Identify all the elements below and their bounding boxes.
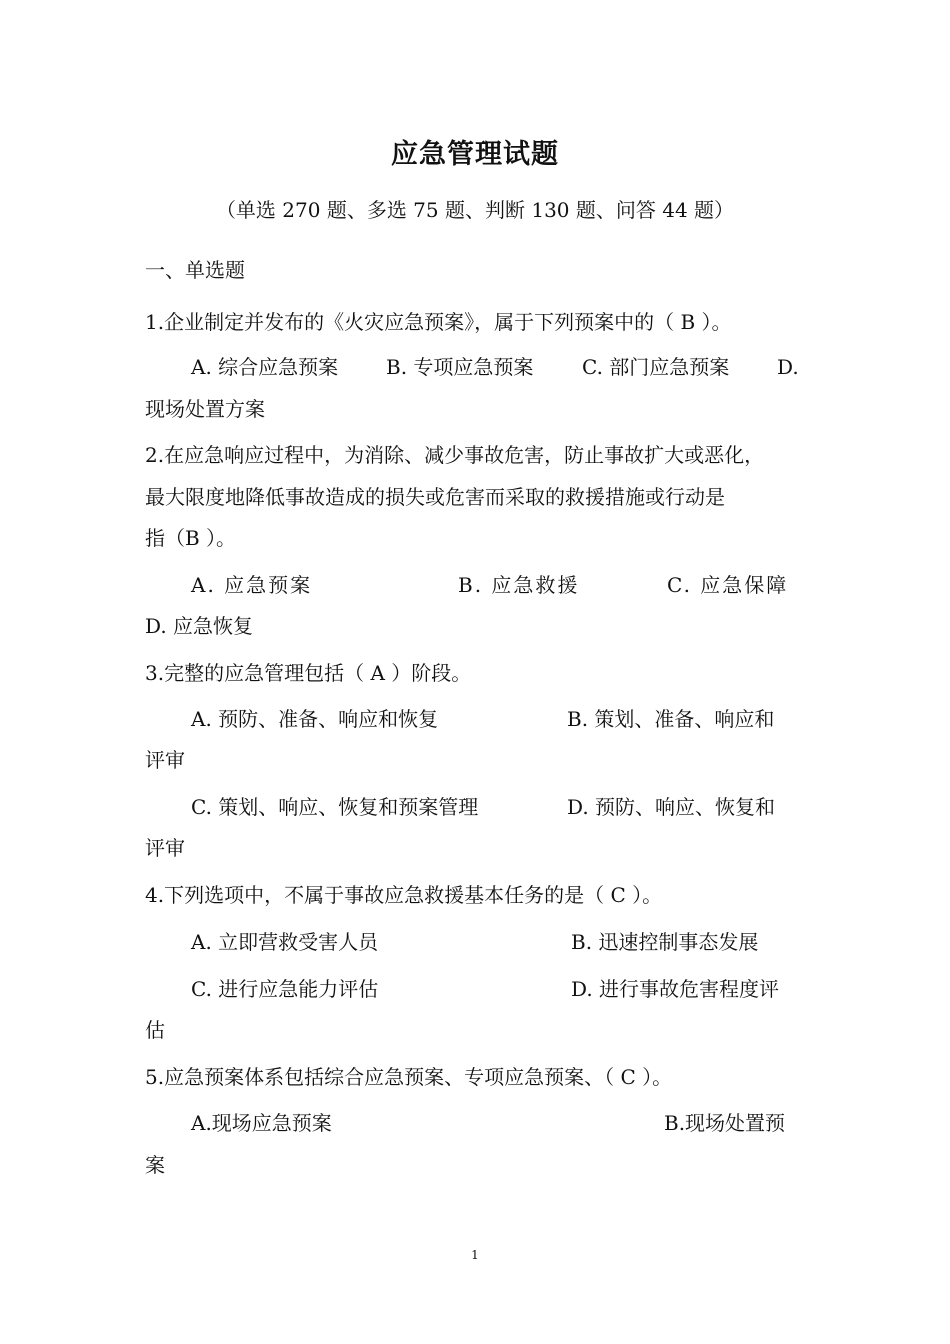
q1-option-a: A. 综合应急预案 <box>191 355 339 379</box>
q1-option-d: D. <box>777 355 799 379</box>
q4-option-d-wrap: 估 <box>145 1018 165 1042</box>
question-5-stem: 5.应急预案体系包括综合应急预案、专项应急预案、（ C ）。 <box>145 1065 673 1089</box>
q3-option-b-wrap: 评审 <box>145 748 185 772</box>
q5-option-b: B.现场处置预 <box>664 1111 786 1135</box>
section-heading: 一、单选题 <box>145 258 245 282</box>
q3-option-c: C. 策划、响应、恢复和预案管理 <box>191 795 479 819</box>
question-2-stem-line3: 指（B ）。 <box>145 526 237 550</box>
question-1-stem: 1.企业制定并发布的《火灾应急预案》，属于下列预案中的（ B ）。 <box>145 310 732 334</box>
q1-option-c: C. 部门应急预案 <box>582 355 730 379</box>
q5-option-b-wrap: 案 <box>145 1153 165 1177</box>
question-2-stem-line1: 2.在应急响应过程中，为消除、减少事故危害，防止事故扩大或恶化， <box>145 443 765 467</box>
q2-option-d: D. 应急恢复 <box>145 614 254 638</box>
q2-option-b: B. 应急救援 <box>458 573 580 597</box>
q3-option-a: A. 预防、准备、响应和恢复 <box>191 707 439 731</box>
question-3-stem: 3.完整的应急管理包括（ A ）阶段。 <box>145 661 472 685</box>
q1-option-b: B. 专项应急预案 <box>386 355 534 379</box>
q4-option-a: A. 立即营救受害人员 <box>191 930 379 954</box>
question-2-stem-line2: 最大限度地降低事故造成的损失或危害而采取的救援措施或行动是 <box>145 485 725 509</box>
q1-option-d-text: 现场处置方案 <box>145 397 265 421</box>
q4-option-b: B. 迅速控制事态发展 <box>571 930 759 954</box>
document-subtitle: （单选 270 题、多选 75 题、判断 130 题、问答 44 题） <box>215 198 735 222</box>
q5-option-a: A.现场应急预案 <box>191 1111 332 1135</box>
q3-option-d-wrap: 评审 <box>145 836 185 860</box>
q3-option-d: D. 预防、响应、恢复和 <box>567 795 776 819</box>
q2-option-c: C. 应急保障 <box>667 573 789 597</box>
q4-option-c: C. 进行应急能力评估 <box>191 977 379 1001</box>
document-title: 应急管理试题 <box>391 139 559 170</box>
q4-option-d: D. 进行事故危害程度评 <box>571 977 780 1001</box>
q3-option-b: B. 策划、准备、响应和 <box>567 707 775 731</box>
q2-option-a: A. 应急预案 <box>191 573 313 597</box>
question-4-stem: 4.下列选项中，不属于事故应急救援基本任务的是（ C ）。 <box>145 883 663 907</box>
page-number: 1 <box>471 1248 479 1262</box>
